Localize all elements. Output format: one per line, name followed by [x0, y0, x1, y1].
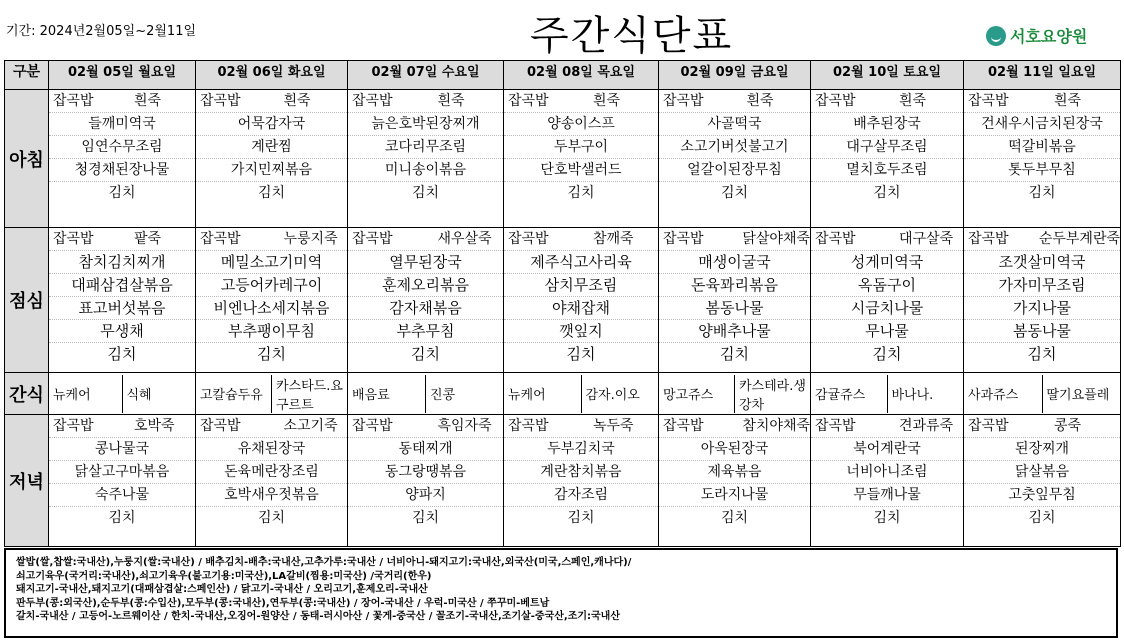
rice-item: 잡곡밥 — [663, 418, 704, 434]
rice-item: 잡곡밥 — [200, 231, 241, 247]
snack-cell — [964, 373, 1121, 415]
lunch-cell — [811, 228, 964, 373]
snack-item: 뉴케어 — [504, 375, 582, 413]
day-header: 02월 08일 목요일 — [504, 61, 659, 90]
rice-item: 잡곡밥 — [200, 418, 241, 434]
note-line: 판두부(콩:외국산),순두부(콩:수입산),모두부(콩:국내산),연두부(콩:국내산) / 장어-국내산 / 우럭-미국산 / 쭈꾸미-베트남 — [16, 597, 550, 609]
rice-porridge-line — [659, 415, 810, 438]
menu-item: 배추된장국 — [811, 113, 963, 136]
menu-item: 성게미역국 — [811, 251, 963, 274]
note-line: 쇠고기육우(국거리:국내산),쇠고기육우(불고기용:미국산),LA갈비(찜용:미국산) /국거리(한우) — [16, 570, 432, 582]
breakfast-cell — [348, 90, 504, 228]
menu-item: 가지나물 — [964, 297, 1120, 320]
rice-porridge-line — [811, 415, 963, 438]
menu-item: 무들깨나물 — [811, 484, 963, 507]
porridge-item: 누룽지죽 — [283, 231, 338, 247]
porridge-item: 호박죽 — [134, 418, 175, 434]
dinner-cell — [659, 415, 811, 547]
lunch-cell — [964, 228, 1121, 373]
lunch-cell — [504, 228, 659, 373]
snack-item: 뉴케어 — [49, 375, 123, 413]
dinner-cell — [348, 415, 504, 547]
breakfast-cell — [196, 90, 348, 228]
day-header: 02월 06일 화요일 — [196, 61, 348, 90]
menu-item: 김치 — [873, 185, 901, 201]
menu-item: 깻잎지 — [504, 320, 658, 343]
snack-cell — [659, 373, 811, 415]
dinner-cell — [504, 415, 659, 547]
rice-item: 잡곡밥 — [508, 93, 549, 109]
porridge-item: 참치야채죽 — [742, 418, 810, 434]
lunch-cell — [348, 228, 504, 373]
breakfast-row — [5, 90, 1121, 228]
menu-item: 참치김치찌개 — [49, 251, 195, 274]
rice-item: 잡곡밥 — [815, 418, 856, 434]
rice-porridge-line — [504, 415, 658, 438]
meal-label-snack: 간식 — [5, 373, 49, 415]
menu-item: 도라지나물 — [659, 484, 810, 507]
menu-item: 비엔나소세지볶음 — [196, 297, 347, 320]
snack-item: 감자.이오 — [585, 388, 640, 403]
porridge-item: 새우살죽 — [437, 231, 492, 247]
menu-item: 김치 — [411, 345, 440, 363]
menu-item: 김치 — [108, 185, 136, 201]
menu-item: 김치 — [411, 510, 440, 526]
rice-porridge-line — [964, 228, 1120, 251]
snack-pair — [504, 375, 658, 413]
porridge-item: 참깨죽 — [593, 231, 634, 247]
menu-item: 김치 — [873, 510, 901, 526]
dinner-cell — [49, 415, 196, 547]
snack-pair — [49, 375, 195, 413]
snack-cell — [504, 373, 659, 415]
porridge-item: 대구살죽 — [899, 231, 954, 247]
rice-porridge-line — [964, 415, 1120, 438]
menu-item: 호박새우젓볶음 — [196, 484, 347, 507]
rice-porridge-line — [49, 415, 195, 438]
rice-porridge-line — [49, 228, 195, 251]
day-header: 02월 05일 월요일 — [49, 61, 196, 90]
snack-cell — [811, 373, 964, 415]
rice-porridge-line — [659, 90, 810, 113]
porridge-item: 흰죽 — [437, 93, 465, 109]
menu-item: 아욱된장국 — [659, 438, 810, 461]
menu-item: 제육볶음 — [659, 461, 810, 484]
rice-porridge-line — [659, 228, 810, 251]
rice-porridge-line — [196, 90, 347, 113]
snack-item: 감귤쥬스 — [811, 375, 888, 413]
dinner-cell — [196, 415, 348, 547]
menu-item: 두부구이 — [504, 136, 658, 159]
menu-item: 김치 — [257, 345, 286, 363]
page-title: 주간식단표 — [530, 13, 734, 59]
snack-cell — [196, 373, 348, 415]
snack-pair — [196, 375, 347, 413]
menu-item: 된장찌개 — [964, 438, 1120, 461]
snack-pair — [659, 375, 810, 413]
rice-porridge-line — [49, 90, 195, 113]
note-line: 갈치-국내산 / 고등어-노르웨이산 / 한치-국내산,오징어-원양산 / 동태-러시아산 / 꽃게-중국산 / 꼴조기-국내산,조기살-중국산,조기:국내산 — [16, 611, 620, 622]
meal-label-lunch: 점심 — [5, 228, 49, 373]
menu-item: 북어계란국 — [811, 438, 963, 461]
menu-item: 부추무침 — [348, 320, 503, 343]
lunch-row — [5, 228, 1121, 373]
breakfast-cell — [659, 90, 811, 228]
origin-notes — [4, 548, 1118, 638]
menu-item: 소고기버섯불고기 — [659, 136, 810, 159]
menu-item: 멸치호두조림 — [811, 159, 963, 182]
porridge-item: 흰죽 — [746, 93, 774, 109]
dinner-cell — [964, 415, 1121, 547]
menu-item: 김치 — [1028, 510, 1056, 526]
rice-item: 잡곡밥 — [200, 93, 241, 109]
rice-item: 잡곡밥 — [815, 93, 856, 109]
day-header: 02월 09일 금요일 — [659, 61, 811, 90]
menu-item: 김치 — [1028, 185, 1056, 201]
snack-item: 바나나. — [891, 388, 934, 403]
menu-item: 고등어카레구이 — [196, 274, 347, 297]
snack-item: 고칼슘두유 — [196, 375, 272, 413]
porridge-item: 닭살야채죽 — [742, 231, 810, 247]
menu-item: 감자조림 — [504, 484, 658, 507]
rice-porridge-line — [504, 228, 658, 251]
menu-item: 닭살볶음 — [964, 461, 1120, 484]
rice-item: 잡곡밥 — [508, 418, 549, 434]
rice-porridge-line — [504, 90, 658, 113]
menu-item: 닭살고구마볶음 — [49, 461, 195, 484]
snack-item: 사과쥬스 — [964, 375, 1043, 413]
meal-label-breakfast: 아침 — [5, 90, 49, 228]
snack-row — [5, 373, 1121, 415]
menu-item: 대패삼겹살볶음 — [49, 274, 195, 297]
snack-item: 카스테라.생강차 — [739, 378, 806, 413]
menu-item: 무나물 — [811, 320, 963, 343]
menu-item: 돈육메란장조림 — [196, 461, 347, 484]
menu-item: 부추팽이무침 — [196, 320, 347, 343]
menu-item: 김치 — [567, 185, 595, 201]
rice-item: 잡곡밥 — [352, 418, 393, 434]
porridge-item: 순두부계란죽 — [1038, 231, 1120, 247]
breakfast-cell — [964, 90, 1121, 228]
menu-item: 시금치나물 — [811, 297, 963, 320]
snack-item: 배음료 — [348, 375, 426, 413]
menu-item: 김치 — [720, 510, 749, 526]
porridge-item: 흰죽 — [134, 93, 162, 109]
porridge-item: 흰죽 — [1054, 93, 1082, 109]
menu-item: 톳두부무침 — [964, 159, 1120, 182]
rice-item: 잡곡밥 — [663, 231, 704, 247]
menu-item: 제주식고사리육 — [504, 251, 658, 274]
menu-item: 계란찜 — [196, 136, 347, 159]
breakfast-cell — [811, 90, 964, 228]
menu-item: 얼갈이된장무침 — [659, 159, 810, 182]
menu-item: 김치 — [107, 345, 137, 363]
menu-item: 양송이스프 — [504, 113, 658, 136]
snack-pair — [348, 375, 503, 413]
menu-item: 너비아니조림 — [811, 461, 963, 484]
menu-item: 훈제오리볶음 — [348, 274, 503, 297]
rice-item: 잡곡밥 — [968, 93, 1009, 109]
menu-item: 대구살무조림 — [811, 136, 963, 159]
rice-item: 잡곡밥 — [53, 231, 94, 247]
rice-item: 잡곡밥 — [663, 93, 704, 109]
day-header: 02월 07일 수요일 — [348, 61, 504, 90]
rice-item: 잡곡밥 — [352, 93, 393, 109]
porridge-item: 흰죽 — [899, 93, 927, 109]
porridge-item: 흑임자죽 — [437, 418, 492, 434]
menu-item: 김치 — [720, 185, 749, 201]
snack-item: 진콩 — [430, 388, 456, 403]
breakfast-cell — [504, 90, 659, 228]
menu-item: 삼치무조림 — [504, 274, 658, 297]
menu-item: 김치 — [872, 345, 902, 363]
rice-item: 잡곡밥 — [53, 93, 94, 109]
rice-porridge-line — [348, 90, 503, 113]
dinner-row — [5, 415, 1121, 547]
menu-item: 동그랑땡볶음 — [348, 461, 503, 484]
menu-item: 단호박샐러드 — [504, 159, 658, 182]
menu-item: 숙주나물 — [49, 484, 195, 507]
menu-item: 미니송이볶음 — [348, 159, 503, 182]
header-row — [5, 61, 1121, 90]
smile-logo-icon — [986, 26, 1006, 46]
menu-item: 코다리무조림 — [348, 136, 503, 159]
lunch-cell — [659, 228, 811, 373]
period-text: 기간: 2024년2월05일~2월11일 — [6, 24, 197, 39]
porridge-item: 녹두죽 — [593, 418, 634, 434]
header-corner: 구분 — [5, 61, 49, 90]
menu-item: 계란참치볶음 — [504, 461, 658, 484]
menu-item: 양파지 — [348, 484, 503, 507]
menu-item: 두부김치국 — [504, 438, 658, 461]
rice-porridge-line — [348, 228, 503, 251]
menu-item: 김치 — [411, 185, 440, 201]
porridge-item: 견과류죽 — [899, 418, 954, 434]
snack-pair — [811, 375, 963, 413]
menu-item: 건새우시금치된장국 — [964, 113, 1120, 136]
menu-item: 봄동나물 — [659, 297, 810, 320]
menu-item: 김치 — [720, 345, 749, 363]
porridge-item: 팥죽 — [134, 231, 162, 247]
menu-item: 들깨미역국 — [49, 113, 195, 136]
rice-porridge-line — [196, 415, 347, 438]
menu-table — [4, 60, 1121, 547]
menu-item: 김치 — [566, 345, 596, 363]
menu-item: 고춧잎무침 — [964, 484, 1120, 507]
menu-item: 가지민찌볶음 — [196, 159, 347, 182]
rice-porridge-line — [196, 228, 347, 251]
logo-text: 서호요양원 — [1010, 27, 1088, 46]
day-header: 02월 11일 일요일 — [964, 61, 1121, 90]
menu-item: 유채된장국 — [196, 438, 347, 461]
meal-label-dinner: 저녁 — [5, 415, 49, 547]
menu-item: 표고버섯볶음 — [49, 297, 195, 320]
menu-item: 메밀소고기미역 — [196, 251, 347, 274]
snack-item: 카스타드.요구르트 — [276, 378, 343, 413]
porridge-item: 소고기죽 — [283, 418, 338, 434]
menu-item: 야채잡채 — [504, 297, 658, 320]
menu-item: 콩나물국 — [49, 438, 195, 461]
menu-item: 돈육꽈리볶음 — [659, 274, 810, 297]
menu-item: 매생이굴국 — [659, 251, 810, 274]
menu-item: 열무된장국 — [348, 251, 503, 274]
menu-item: 봄동나물 — [964, 320, 1120, 343]
snack-cell — [49, 373, 196, 415]
menu-item: 청경채된장나물 — [49, 159, 195, 182]
rice-item: 잡곡밥 — [352, 231, 393, 247]
rice-item: 잡곡밥 — [508, 231, 549, 247]
rice-porridge-line — [964, 90, 1120, 113]
menu-item: 떡갈비볶음 — [964, 136, 1120, 159]
porridge-item: 흰죽 — [283, 93, 311, 109]
rice-item: 잡곡밥 — [53, 418, 94, 434]
snack-pair — [964, 375, 1120, 413]
menu-item: 양배추나물 — [659, 320, 810, 343]
menu-item: 동태찌개 — [348, 438, 503, 461]
menu-item: 김치 — [257, 510, 286, 526]
dinner-cell — [811, 415, 964, 547]
snack-cell — [348, 373, 504, 415]
logo — [986, 24, 1087, 47]
breakfast-cell — [49, 90, 196, 228]
snack-item: 딸기요플레 — [1046, 388, 1110, 403]
menu-item: 임연수무조림 — [49, 136, 195, 159]
menu-item: 김치 — [257, 185, 286, 201]
menu-item: 조갯살미역국 — [964, 251, 1120, 274]
menu-item: 어묵감자국 — [196, 113, 347, 136]
day-header: 02월 10일 토요일 — [811, 61, 964, 90]
rice-porridge-line — [811, 90, 963, 113]
snack-item: 식혜 — [126, 388, 152, 403]
porridge-item: 흰죽 — [593, 93, 621, 109]
menu-item: 옥돔구이 — [811, 274, 963, 297]
menu-item: 감자채볶음 — [348, 297, 503, 320]
note-line: 쌀밥(쌀,찹쌀:국내산),누룽지(쌀:국내산) / 배추김치-배추:국내산,고추가루:국내산 / 너비아니-돼지고기:국내산,외국산(미국,스페인,캐나다)/ — [16, 557, 632, 568]
menu-item: 사골떡국 — [659, 113, 810, 136]
lunch-cell — [196, 228, 348, 373]
menu-item: 김치 — [567, 510, 595, 526]
rice-item: 잡곡밥 — [968, 418, 1009, 434]
rice-porridge-line — [348, 415, 503, 438]
rice-item: 잡곡밥 — [968, 231, 1009, 247]
menu-item: 무생채 — [49, 320, 195, 343]
rice-item: 잡곡밥 — [815, 231, 856, 247]
menu-item: 김치 — [1027, 345, 1057, 363]
menu-item: 가자미무조림 — [964, 274, 1120, 297]
note-line: 돼지고기-국내산,돼지고기(대패삼겹살:스페인산) / 닭고기-국내산 / 오리고기,훈제오리-국내산 — [16, 584, 428, 595]
snack-item: 망고쥬스 — [659, 375, 735, 413]
lunch-cell — [49, 228, 196, 373]
rice-porridge-line — [811, 228, 963, 251]
porridge-item: 콩죽 — [1054, 418, 1082, 434]
menu-item: 늙은호박된장찌개 — [348, 113, 503, 136]
menu-item: 김치 — [108, 510, 136, 526]
